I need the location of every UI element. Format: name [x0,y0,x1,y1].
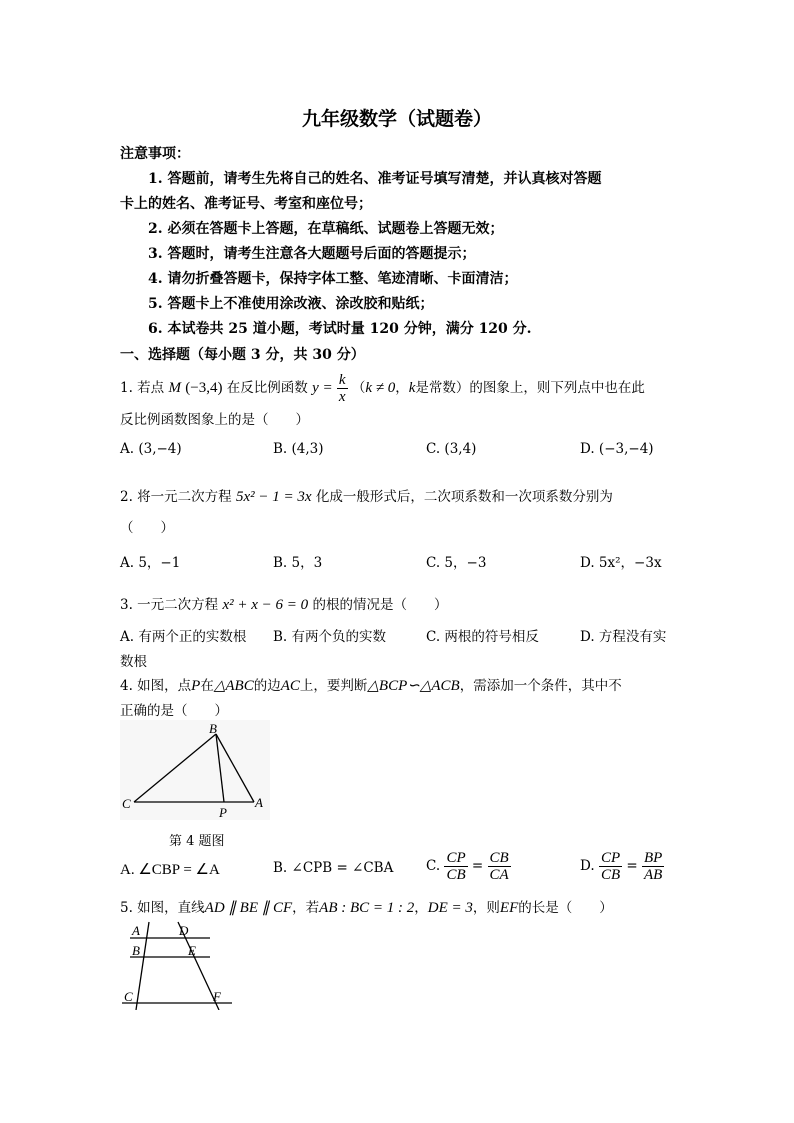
q2-option-a: A. 5，−1 [120,555,181,571]
note-item: 5. 答题卡上不准使用涂改液、涂改胶和贴纸； [148,296,434,312]
q1-text: （ [351,380,366,396]
q1-k: k [408,380,416,396]
q5-text: ，若 [292,900,320,916]
label-c: C [122,796,131,811]
label-b: B [209,721,217,736]
question-3-line1 [120,593,447,614]
note-item: 1. 答题前，请考生先将自己的姓名、准考证号填写清楚，并认真核对答题 [148,171,602,187]
note-item: 3. 答题时，请考生注意各大题题号后面的答题提示； [148,246,476,262]
q4-point-p: P [191,678,201,694]
q3-equation: x² + x − 6 = 0 [222,597,309,613]
q2-option-d: D. 5x²，−3x [580,555,662,571]
label-c: C [124,989,133,1004]
label-a: A [255,795,263,810]
question-1-line2: 反比例函数图象上的是（ ） [120,412,309,428]
q1-y: y = [312,380,333,396]
q4-similarity: △BCP∽△ACB [367,678,460,694]
notes-heading: 注意事项： [120,146,190,162]
question-2-line2: （ ） [120,520,174,536]
question-4-line1 [120,674,622,695]
q1-coord: (−3,4) [185,380,223,396]
q2-option-b: B. 5，3 [273,555,323,571]
q4-text: ，需添加一个条件，其中不 [459,678,622,694]
q3-option-d-wrap: 数根 [120,654,147,670]
page-title: 九年级数学（试题卷） [301,108,492,130]
q4-side: AC [280,678,300,694]
section-heading: 一、选择题（每小题 3 分，共 30 分） [120,347,365,363]
parallel-lines-figure [118,918,238,1010]
q3-option-a: A. 有两个正的实数根 [120,629,247,645]
q5-text: ，则 [472,900,500,916]
q4-option-c: C. $\frac{CP}{CB}$ = $\frac{CB}{CA}$ [426,850,509,883]
q5-de: DE = 3 [427,900,473,916]
q5-text: 的长是（ ） [518,900,613,916]
q2-equation: 5x² − 1 = 3x [235,489,312,505]
q5-parallel: AD ∥ BE ∥ CF [204,900,293,916]
question-4-line2: 正确的是（ ） [120,703,228,719]
q4-option-a: A. ∠CBP = ∠A [120,862,220,878]
note-item: 6. 本试卷共 25 道小题，考试时量 120 分钟，满分 120 分. [148,321,532,337]
q4-text: 4. 如图，点 [120,678,192,694]
q5-ratio: AB : BC = 1 : 2 [319,900,415,916]
q5-text: ， [414,900,428,916]
note-item: 4. 请勿折叠答题卡，保持字体工整、笔迹清晰、卡面清洁； [148,271,518,287]
q5-ef: EF [499,900,519,916]
q1-text: 1. 若点 [120,380,165,396]
q1-option-a: A. (3,−4) [120,441,182,457]
label-f: F [213,989,221,1004]
q2-text: 化成一般形式后，二次项系数和一次项系数分别为 [315,489,613,505]
q2-text: 2. 将一元二次方程 [120,489,232,505]
q3-text: 的根的情况是（ ） [312,597,448,613]
q4-triangle: △ABC [213,678,254,694]
q3-option-c: C. 两根的符号相反 [426,629,539,645]
label-p: P [219,805,227,820]
label-d: D [179,923,189,938]
question-1-line1 [120,372,645,405]
triangle-figure [120,720,270,820]
q3-option-b: B. 有两个负的实数 [273,629,387,645]
q1-fraction: $\frac{k}{x}$ [338,372,346,405]
q4-text: 在 [200,678,214,694]
note-item: 2. 必须在答题卡上答题，在草稿纸、试题卷上答题无效； [148,221,504,237]
label-b: B [132,943,140,958]
q4-option-d: D. $\frac{CP}{CB}$ = $\frac{BP}{AB}$ [580,850,663,883]
q1-option-b: B. (4,3) [273,441,324,457]
question-2-line1 [120,485,613,506]
q1-option-d: D. (−3,−4) [580,441,654,457]
q5-text: 5. 如图，直线 [120,900,205,916]
q4-text: 的边 [253,678,281,694]
label-e: E [188,943,196,958]
label-a: A [132,923,140,938]
q2-option-c: C. 5，−3 [426,555,487,571]
figure-caption: 第 4 题图 [169,834,225,849]
q4-text: 上，要判断 [299,678,368,694]
q1-cond: k ≠ 0 [365,380,396,396]
q1-point-m: M [168,380,181,396]
q3-option-d: D. 方程没有实 [580,629,667,645]
note-item: 卡上的姓名、准考证号、考室和座位号； [120,196,372,212]
q1-option-c: C. (3,4) [426,441,477,457]
q4-option-b: B. ∠CPB = ∠CBA [273,860,394,876]
q1-text: ， [395,380,409,396]
q3-text: 3. 一元二次方程 [120,597,219,613]
q1-text: 在反比例函数 [226,380,308,396]
q1-text: 是常数）的图象上，则下列点中也在此 [415,380,645,396]
question-5-line1 [120,896,613,917]
